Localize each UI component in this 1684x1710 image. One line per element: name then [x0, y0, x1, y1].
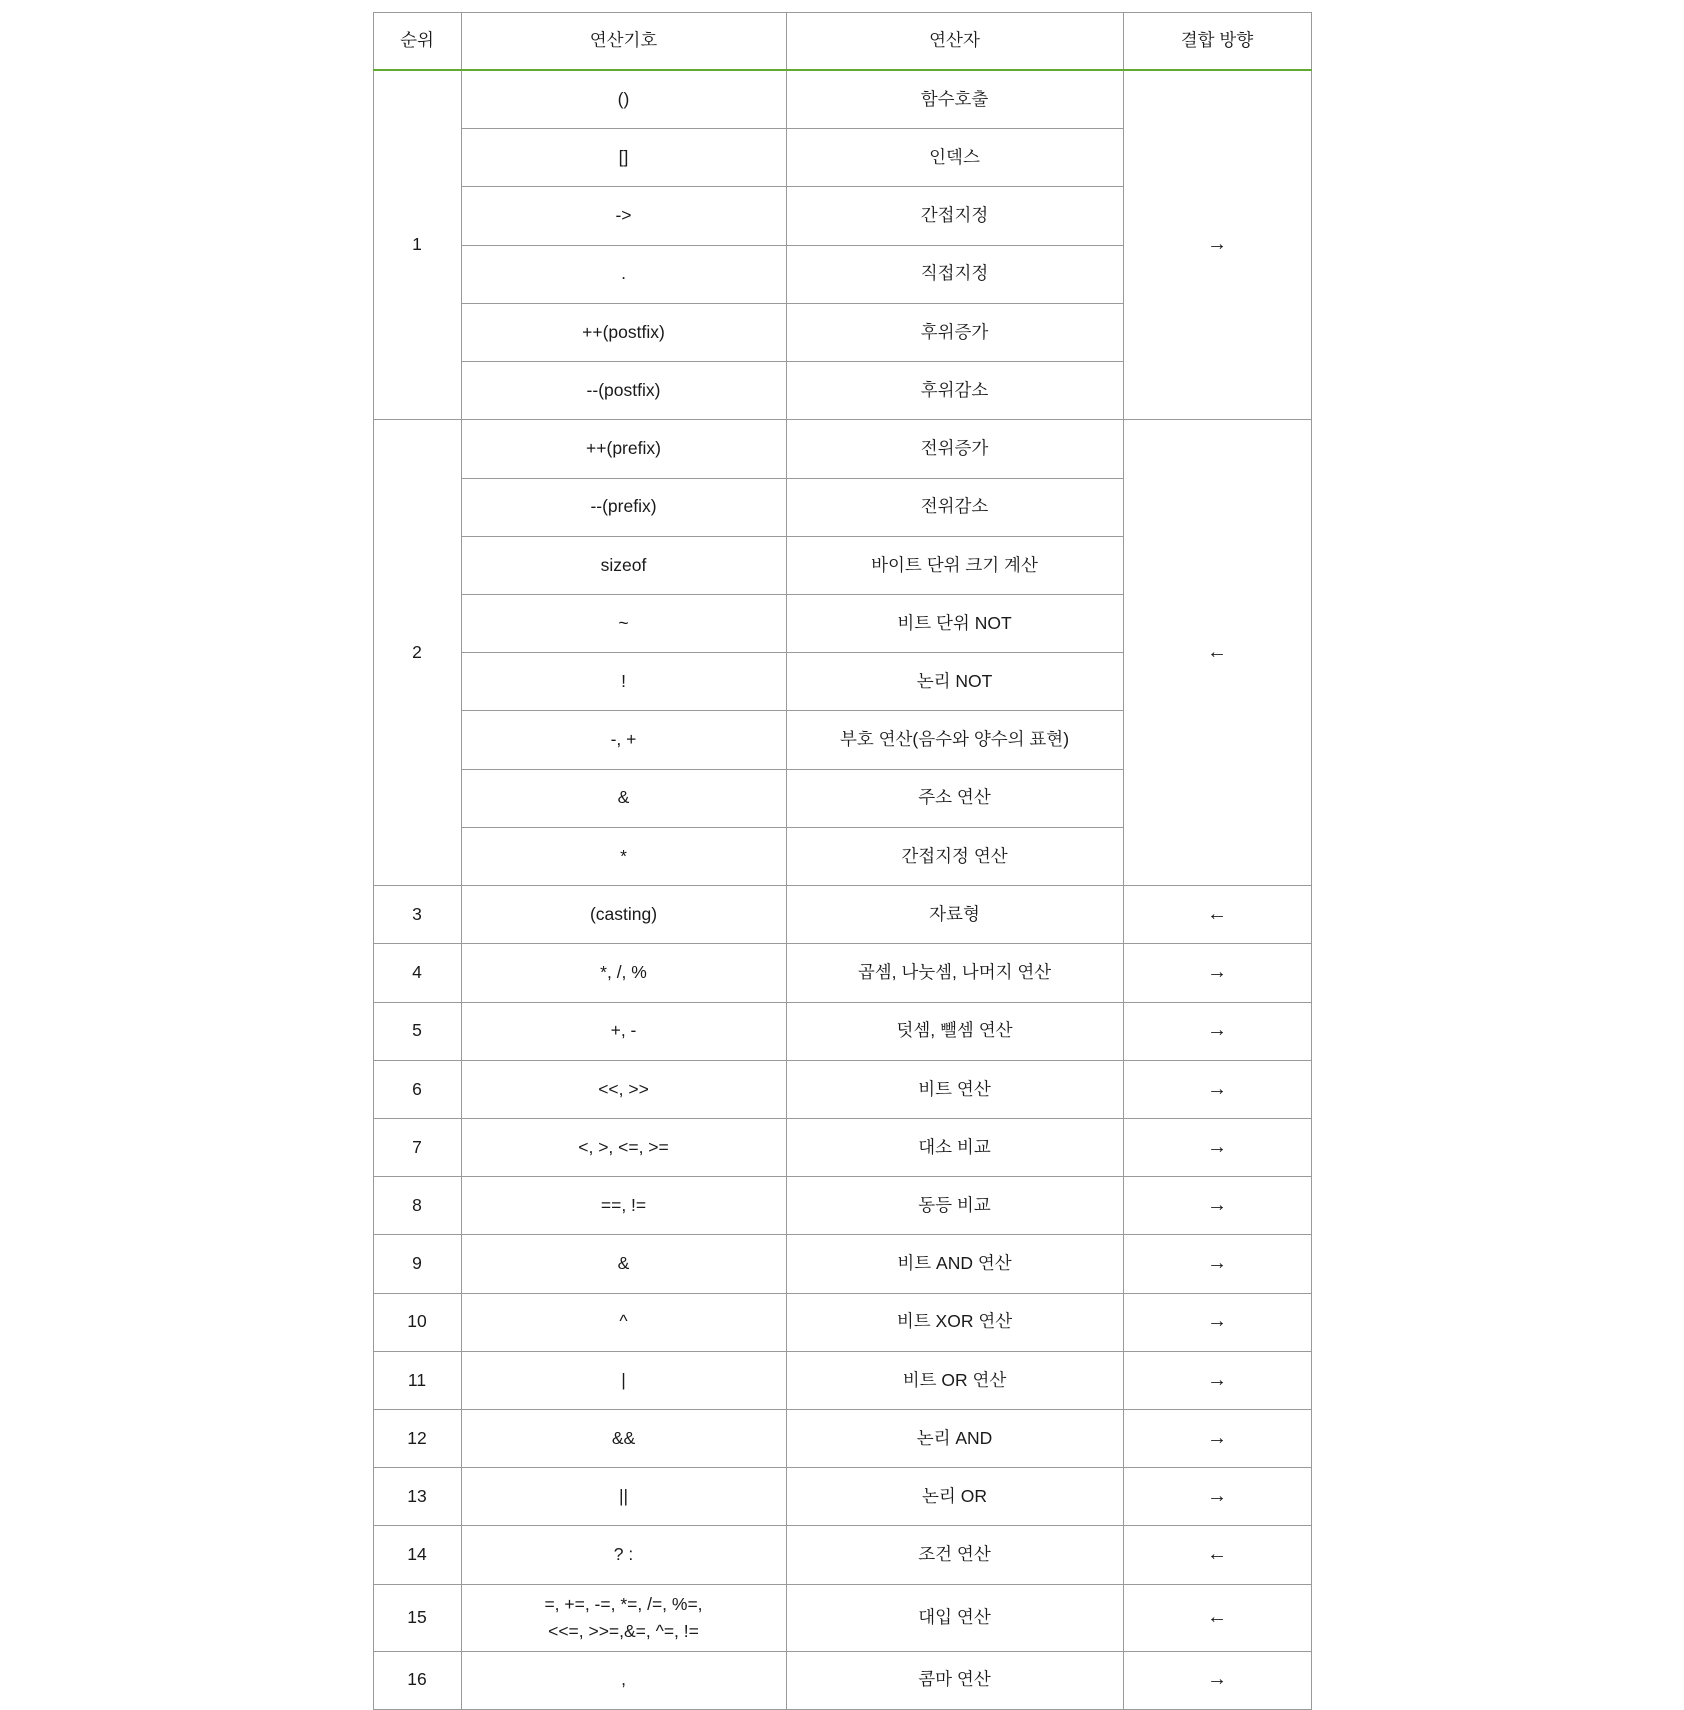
table-row [373, 1468, 1311, 1526]
cell-operator: 비트 OR 연산 [786, 1351, 1123, 1409]
cell-symbol: -, + [461, 711, 786, 769]
cell-operator: 자료형 [786, 886, 1123, 944]
table-header [373, 13, 1311, 71]
cell-associativity [1123, 886, 1311, 944]
associativity-arrow-icon: → [1207, 1193, 1227, 1216]
cell-operator: 인덱스 [786, 129, 1123, 187]
cell-operator: 비트 XOR 연산 [786, 1293, 1123, 1351]
column-header-operator: 연산자 [786, 13, 1123, 71]
cell-symbol: *, /, % [461, 944, 786, 1002]
associativity-arrow-icon: ← [1207, 1543, 1227, 1566]
table-row [373, 1584, 1311, 1651]
cell-symbol: (casting) [461, 886, 786, 944]
cell-symbol: ! [461, 653, 786, 711]
column-header-associativity: 결합 방향 [1123, 13, 1311, 71]
cell-symbol: sizeof [461, 536, 786, 594]
cell-associativity [1123, 1410, 1311, 1468]
cell-associativity [1123, 1526, 1311, 1584]
cell-associativity [1123, 1584, 1311, 1651]
table-body [373, 70, 1311, 1710]
cell-operator: 후위증가 [786, 303, 1123, 361]
cell-symbol: [] [461, 129, 786, 187]
cell-symbol-line-2: <<=, >>=,&=, ^=, != [548, 1620, 699, 1641]
column-header-symbol: 연산기호 [461, 13, 786, 71]
associativity-arrow-icon: ← [1207, 902, 1227, 925]
table-row [373, 1351, 1311, 1409]
cell-operator: 논리 OR [786, 1468, 1123, 1526]
table-row [373, 420, 1311, 478]
cell-associativity [1123, 1468, 1311, 1526]
cell-associativity [1123, 944, 1311, 1002]
cell-associativity [1123, 1351, 1311, 1409]
cell-operator: 조건 연산 [786, 1526, 1123, 1584]
associativity-arrow-icon: → [1207, 1368, 1227, 1391]
cell-rank: 10 [373, 1293, 461, 1351]
associativity-arrow-icon: → [1207, 1668, 1227, 1691]
associativity-arrow-icon: → [1207, 233, 1227, 256]
table-row [373, 1410, 1311, 1468]
cell-rank: 4 [373, 944, 461, 1002]
cell-rank: 2 [373, 420, 461, 886]
cell-operator: 간접지정 연산 [786, 827, 1123, 885]
table-row [373, 944, 1311, 1002]
cell-operator: 동등 비교 [786, 1177, 1123, 1235]
cell-symbol: & [461, 1235, 786, 1293]
table-row [373, 1002, 1311, 1060]
associativity-arrow-icon: → [1207, 1310, 1227, 1333]
cell-rank: 16 [373, 1651, 461, 1709]
table-row [373, 1526, 1311, 1584]
cell-associativity [1123, 1060, 1311, 1118]
table-row [373, 70, 1311, 129]
cell-operator: 대입 연산 [786, 1584, 1123, 1651]
cell-symbol: () [461, 70, 786, 129]
cell-operator: 직접지정 [786, 245, 1123, 303]
associativity-arrow-icon: ← [1207, 640, 1227, 663]
column-header-rank: 순위 [373, 13, 461, 71]
cell-operator: 주소 연산 [786, 769, 1123, 827]
table-row [373, 1235, 1311, 1293]
cell-operator: 부호 연산(음수와 양수의 표현) [786, 711, 1123, 769]
cell-rank: 5 [373, 1002, 461, 1060]
cell-rank: 12 [373, 1410, 461, 1468]
cell-associativity [1123, 70, 1311, 420]
cell-symbol: || [461, 1468, 786, 1526]
associativity-arrow-icon: → [1207, 961, 1227, 984]
cell-symbol: && [461, 1410, 786, 1468]
cell-operator: 전위증가 [786, 420, 1123, 478]
cell-operator: 곱셈, 나눗셈, 나머지 연산 [786, 944, 1123, 1002]
cell-rank: 15 [373, 1584, 461, 1651]
table-row [373, 886, 1311, 944]
associativity-arrow-icon: → [1207, 1252, 1227, 1275]
cell-symbol: , [461, 1651, 786, 1709]
cell-symbol: ++(postfix) [461, 303, 786, 361]
table-row [373, 1651, 1311, 1709]
associativity-arrow-icon: → [1207, 1019, 1227, 1042]
table-row [373, 1118, 1311, 1176]
cell-symbol: --(postfix) [461, 362, 786, 420]
cell-rank: 11 [373, 1351, 461, 1409]
cell-operator: 함수호출 [786, 70, 1123, 129]
cell-symbol: -> [461, 187, 786, 245]
cell-symbol: --(prefix) [461, 478, 786, 536]
cell-operator: 비트 AND 연산 [786, 1235, 1123, 1293]
cell-associativity [1123, 1651, 1311, 1709]
cell-associativity [1123, 1235, 1311, 1293]
cell-rank: 1 [373, 70, 461, 420]
cell-operator: 논리 NOT [786, 653, 1123, 711]
cell-associativity [1123, 1177, 1311, 1235]
cell-operator: 논리 AND [786, 1410, 1123, 1468]
cell-associativity [1123, 1293, 1311, 1351]
cell-symbol: ~ [461, 594, 786, 652]
cell-symbol: & [461, 769, 786, 827]
cell-operator: 후위감소 [786, 362, 1123, 420]
cell-operator: 콤마 연산 [786, 1651, 1123, 1709]
cell-symbol: <<, >> [461, 1060, 786, 1118]
cell-rank: 8 [373, 1177, 461, 1235]
operator-precedence-table [373, 12, 1312, 1710]
cell-symbol: ? : [461, 1526, 786, 1584]
cell-symbol: ^ [461, 1293, 786, 1351]
cell-rank: 14 [373, 1526, 461, 1584]
cell-operator: 전위감소 [786, 478, 1123, 536]
cell-symbol: ++(prefix) [461, 420, 786, 478]
cell-symbol: <, >, <=, >= [461, 1118, 786, 1176]
cell-associativity [1123, 420, 1311, 886]
cell-operator: 간접지정 [786, 187, 1123, 245]
cell-symbol: | [461, 1351, 786, 1409]
cell-rank: 13 [373, 1468, 461, 1526]
cell-symbol: +, - [461, 1002, 786, 1060]
table-row [373, 1293, 1311, 1351]
cell-symbol: ==, != [461, 1177, 786, 1235]
cell-operator: 대소 비교 [786, 1118, 1123, 1176]
cell-rank: 6 [373, 1060, 461, 1118]
table-header-row [373, 13, 1311, 71]
cell-operator: 비트 단위 NOT [786, 594, 1123, 652]
cell-rank: 3 [373, 886, 461, 944]
associativity-arrow-icon: ← [1207, 1605, 1227, 1628]
cell-operator: 덧셈, 뺄셈 연산 [786, 1002, 1123, 1060]
table-row [373, 1177, 1311, 1235]
cell-rank: 7 [373, 1118, 461, 1176]
cell-operator: 비트 연산 [786, 1060, 1123, 1118]
cell-symbol: . [461, 245, 786, 303]
table-row [373, 1060, 1311, 1118]
cell-operator: 바이트 단위 크기 계산 [786, 536, 1123, 594]
associativity-arrow-icon: → [1207, 1426, 1227, 1449]
associativity-arrow-icon: → [1207, 1077, 1227, 1100]
associativity-arrow-icon: → [1207, 1485, 1227, 1508]
cell-associativity [1123, 1118, 1311, 1176]
cell-associativity [1123, 1002, 1311, 1060]
cell-rank: 9 [373, 1235, 461, 1293]
cell-symbol [461, 1584, 786, 1651]
cell-symbol: * [461, 827, 786, 885]
associativity-arrow-icon: → [1207, 1135, 1227, 1158]
cell-symbol-line-1: =, +=, -=, *=, /=, %=, <<=, >>=,&=, ^=, != [462, 1585, 786, 1650]
